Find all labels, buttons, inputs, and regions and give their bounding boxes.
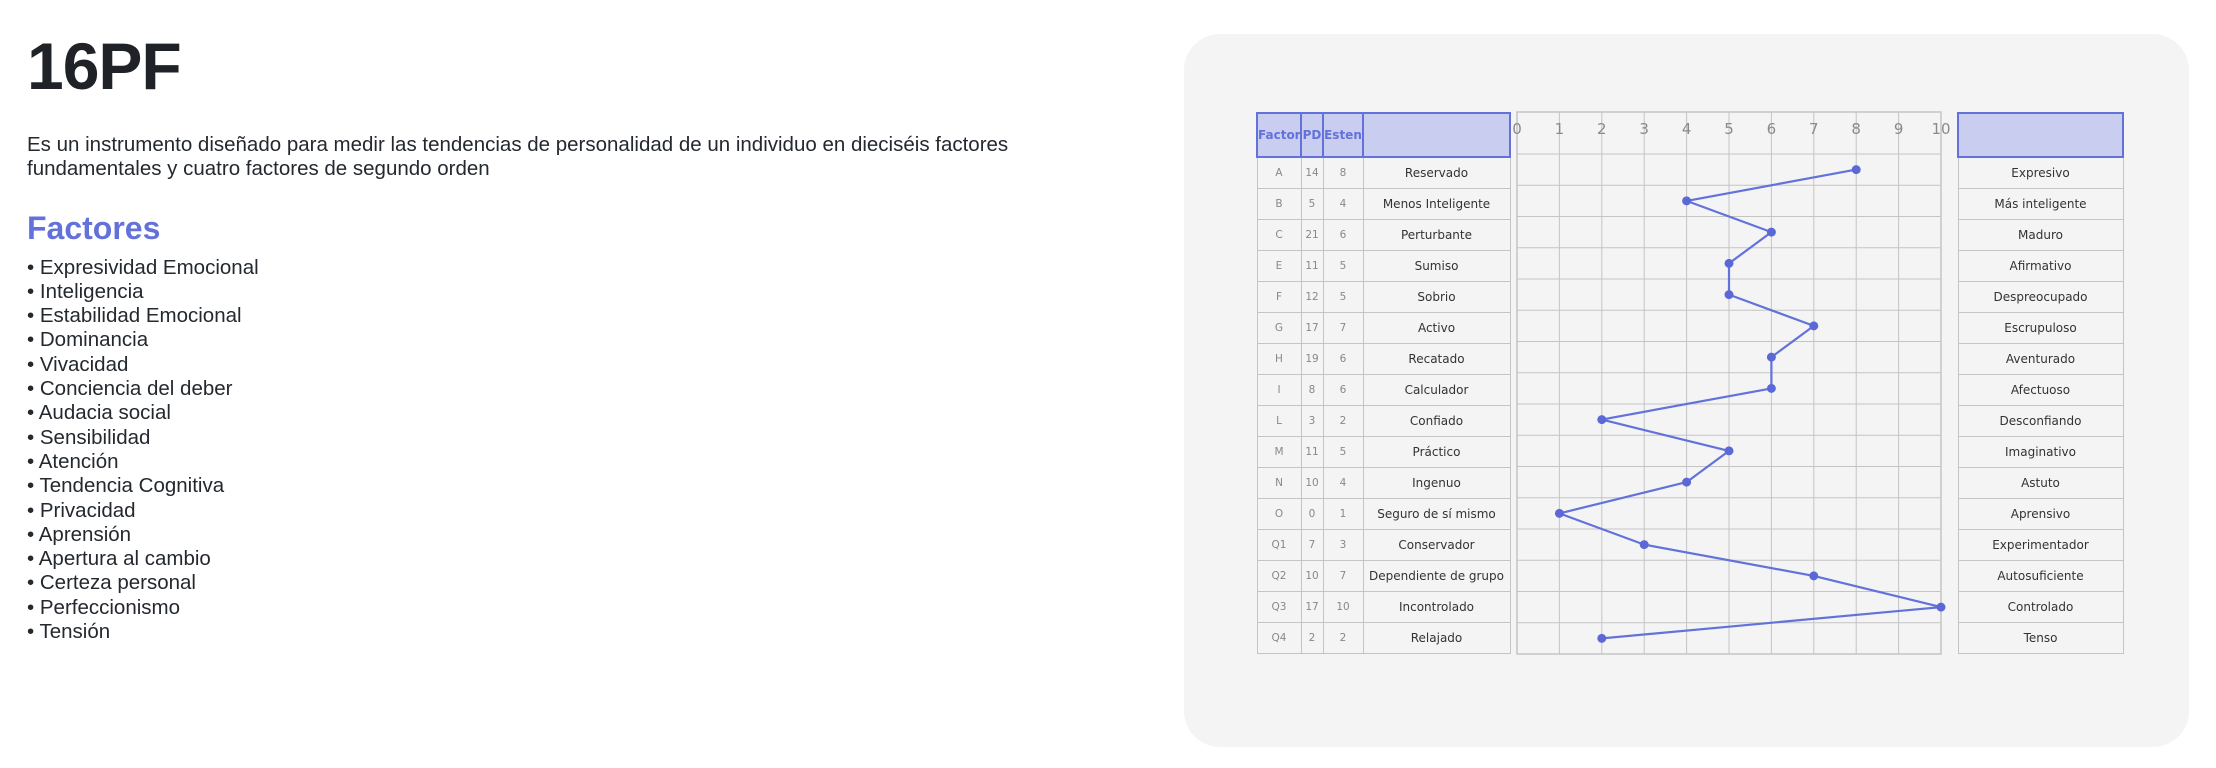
pd-cell: 21 [1301, 220, 1323, 251]
data-point [1725, 290, 1734, 299]
pd-cell: 7 [1301, 530, 1323, 561]
intro-section [27, 30, 1117, 644]
esten-cell: 1 [1323, 499, 1363, 530]
data-point [1852, 165, 1861, 174]
table-row [1958, 468, 2123, 499]
factor-list-item: • Tendencia Cognitiva [27, 474, 225, 498]
table-row [1257, 220, 1510, 251]
factor-cell: E [1257, 251, 1301, 282]
factor-cell: L [1257, 406, 1301, 437]
esten-cell: 2 [1323, 406, 1363, 437]
factor-list-item: • Inteligencia [27, 279, 144, 303]
table-row [1958, 499, 2123, 530]
low-pole-cell: Relajado [1363, 623, 1510, 654]
factor-list-item: • Expresividad Emocional [27, 255, 259, 279]
factor-list-item: • Perfeccionismo [27, 595, 181, 619]
factor-cell: O [1257, 499, 1301, 530]
table-row [1257, 344, 1510, 375]
high-pole-cell: Escrupuloso [1958, 313, 2123, 344]
table-row [1257, 499, 1510, 530]
high-pole-cell: Imaginativo [1958, 437, 2123, 468]
factor-cell: M [1257, 437, 1301, 468]
low-pole-cell: Menos Inteligente [1363, 189, 1510, 220]
table-row [1257, 592, 1510, 623]
table-row [1257, 282, 1510, 313]
header-esten: Esten [1323, 113, 1363, 157]
high-pole-cell: Afirmativo [1958, 251, 2123, 282]
pd-cell: 3 [1301, 406, 1323, 437]
table-row [1958, 157, 2123, 189]
low-pole-cell: Seguro de sí mismo [1363, 499, 1510, 530]
table-row [1257, 313, 1510, 344]
factor-cell: C [1257, 220, 1301, 251]
high-pole-cell: Tenso [1958, 623, 2123, 654]
pd-cell: 12 [1301, 282, 1323, 313]
table-row [1958, 561, 2123, 592]
esten-cell: 8 [1323, 157, 1363, 189]
table-row [1958, 251, 2123, 282]
table-row [1958, 189, 2123, 220]
factor-cell: F [1257, 282, 1301, 313]
factor-cell: A [1257, 157, 1301, 189]
factor-list-item: • Vivacidad [27, 352, 129, 376]
data-point [1809, 571, 1818, 580]
x-tick-label: 5 [1724, 120, 1734, 138]
esten-cell: 7 [1323, 561, 1363, 592]
pd-cell: 0 [1301, 499, 1323, 530]
table-row [1958, 282, 2123, 313]
esten-cell: 3 [1323, 530, 1363, 561]
high-pole-cell: Desconfiando [1958, 406, 2123, 437]
table-row [1257, 530, 1510, 561]
pd-cell: 11 [1301, 251, 1323, 282]
x-tick-label: 4 [1681, 120, 1692, 138]
factor-list-item: • Conciencia del deber [27, 377, 233, 401]
esten-cell: 7 [1323, 313, 1363, 344]
data-point [1767, 353, 1776, 362]
table-row [1257, 623, 1510, 654]
data-point [1725, 446, 1734, 455]
factor-list-item: • Audacia social [27, 401, 171, 425]
high-pole-cell: Aprensivo [1958, 499, 2123, 530]
data-point [1682, 196, 1691, 205]
x-tick-label: 1 [1554, 120, 1565, 138]
page-description: Es un instrumento diseñado para medir las tendencias de personalidad de un individuo en dieciséis factores fundamentales y cuatro factores de segundo orden [27, 132, 1009, 180]
low-pole-cell: Sobrio [1363, 282, 1510, 313]
low-pole-cell: Conservador [1363, 530, 1510, 561]
factors-heading: Factores [27, 209, 161, 246]
factor-list-item: • Sensibilidad [27, 425, 151, 449]
data-point [1809, 321, 1818, 330]
data-point [1725, 259, 1734, 268]
pd-cell: 11 [1301, 437, 1323, 468]
x-tick-label: 2 [1597, 120, 1607, 138]
high-pole-cell: Expresivo [1958, 157, 2123, 189]
high-pole-table-body [1958, 157, 2123, 654]
esten-cell: 6 [1323, 220, 1363, 251]
table-row [1257, 468, 1510, 499]
low-pole-cell: Incontrolado [1363, 592, 1510, 623]
table-row [1958, 530, 2123, 561]
table-row [1958, 220, 2123, 251]
data-point [1597, 415, 1606, 424]
low-pole-cell: Dependiente de grupo [1363, 561, 1510, 592]
table-row [1958, 406, 2123, 437]
table-row [1958, 344, 2123, 375]
esten-cell: 10 [1323, 592, 1363, 623]
high-pole-cell: Experimentador [1958, 530, 2123, 561]
table-row [1958, 313, 2123, 344]
esten-cell: 5 [1323, 437, 1363, 468]
pd-cell: 17 [1301, 592, 1323, 623]
high-pole-cell: Astuto [1958, 468, 2123, 499]
table-row [1257, 406, 1510, 437]
high-pole-cell: Autosuficiente [1958, 561, 2123, 592]
factor-list-item: • Tensión [27, 620, 111, 644]
pd-cell: 8 [1301, 375, 1323, 406]
x-tick-label: 8 [1851, 120, 1861, 138]
esten-cell: 6 [1323, 375, 1363, 406]
data-point [1682, 478, 1691, 487]
table-row [1257, 561, 1510, 592]
x-tick-label: 7 [1809, 120, 1819, 138]
esten-cell: 4 [1323, 189, 1363, 220]
factor-cell: H [1257, 344, 1301, 375]
high-pole-cell: Aventurado [1958, 344, 2123, 375]
factor-cell: Q2 [1257, 561, 1301, 592]
x-tick-label: 9 [1893, 120, 1904, 138]
x-tick-label: 10 [1931, 120, 1951, 138]
data-point [1767, 384, 1776, 393]
high-pole-table [1957, 112, 2124, 654]
data-point [1640, 540, 1649, 549]
data-point [1597, 634, 1606, 643]
low-pole-cell: Sumiso [1363, 251, 1510, 282]
factor-list-item: • Dominancia [27, 328, 149, 352]
low-pole-cell: Confiado [1363, 406, 1510, 437]
low-pole-cell: Ingenuo [1363, 468, 1510, 499]
factor-cell: Q1 [1257, 530, 1301, 561]
table-row [1257, 189, 1510, 220]
low-pole-cell: Recatado [1363, 344, 1510, 375]
high-pole-cell: Maduro [1958, 220, 2123, 251]
low-pole-cell: Reservado [1363, 157, 1510, 189]
high-pole-cell: Controlado [1958, 592, 2123, 623]
factor-list [27, 256, 1117, 645]
factor-cell: B [1257, 189, 1301, 220]
page-title: 16PF [27, 29, 181, 103]
header-high-pole [1958, 113, 2123, 157]
pd-cell: 19 [1301, 344, 1323, 375]
pd-cell: 5 [1301, 189, 1323, 220]
pd-cell: 14 [1301, 157, 1323, 189]
factor-cell: I [1257, 375, 1301, 406]
data-point [1555, 509, 1564, 518]
esten-cell: 5 [1323, 251, 1363, 282]
pd-cell: 2 [1301, 623, 1323, 654]
high-pole-cell: Afectuoso [1958, 375, 2123, 406]
factor-cell: Q3 [1257, 592, 1301, 623]
high-pole-cell: Más inteligente [1958, 189, 2123, 220]
sten-profile-chart [1512, 112, 1951, 664]
high-pole-cell: Despreocupado [1958, 282, 2123, 313]
table-row [1257, 437, 1510, 468]
low-pole-cell: Calculador [1363, 375, 1510, 406]
table-row [1257, 375, 1510, 406]
table-row [1958, 623, 2123, 654]
header-factor: Factor [1257, 113, 1301, 157]
factor-list-item: • Atención [27, 449, 119, 473]
x-tick-label: 6 [1766, 120, 1777, 138]
table-row [1958, 375, 2123, 406]
pd-cell: 17 [1301, 313, 1323, 344]
table-row [1958, 437, 2123, 468]
low-pole-cell: Perturbante [1363, 220, 1510, 251]
table-row [1958, 592, 2123, 623]
esten-cell: 2 [1323, 623, 1363, 654]
low-pole-cell: Activo [1363, 313, 1510, 344]
table-row [1257, 157, 1510, 189]
factor-table [1256, 112, 1511, 654]
header-pd: PD [1301, 113, 1323, 157]
header-low-pole [1363, 113, 1510, 157]
data-point [1937, 603, 1946, 612]
factor-cell: G [1257, 313, 1301, 344]
factor-list-item: • Certeza personal [27, 571, 196, 595]
pd-cell: 10 [1301, 561, 1323, 592]
low-pole-cell: Práctico [1363, 437, 1510, 468]
factor-cell: N [1257, 468, 1301, 499]
profile-card [1184, 34, 2189, 747]
factor-cell: Q4 [1257, 623, 1301, 654]
x-tick-label: 3 [1639, 120, 1649, 138]
factor-table-body [1257, 157, 1510, 654]
factor-list-item: • Apertura al cambio [27, 547, 211, 571]
x-tick-label: 0 [1512, 120, 1522, 138]
data-point [1767, 228, 1776, 237]
factor-list-item: • Aprensión [27, 522, 132, 546]
esten-cell: 5 [1323, 282, 1363, 313]
factor-list-item: • Privacidad [27, 498, 136, 522]
factor-list-item: • Estabilidad Emocional [27, 304, 242, 328]
esten-cell: 4 [1323, 468, 1363, 499]
pd-cell: 10 [1301, 468, 1323, 499]
table-row [1257, 251, 1510, 282]
esten-cell: 6 [1323, 344, 1363, 375]
